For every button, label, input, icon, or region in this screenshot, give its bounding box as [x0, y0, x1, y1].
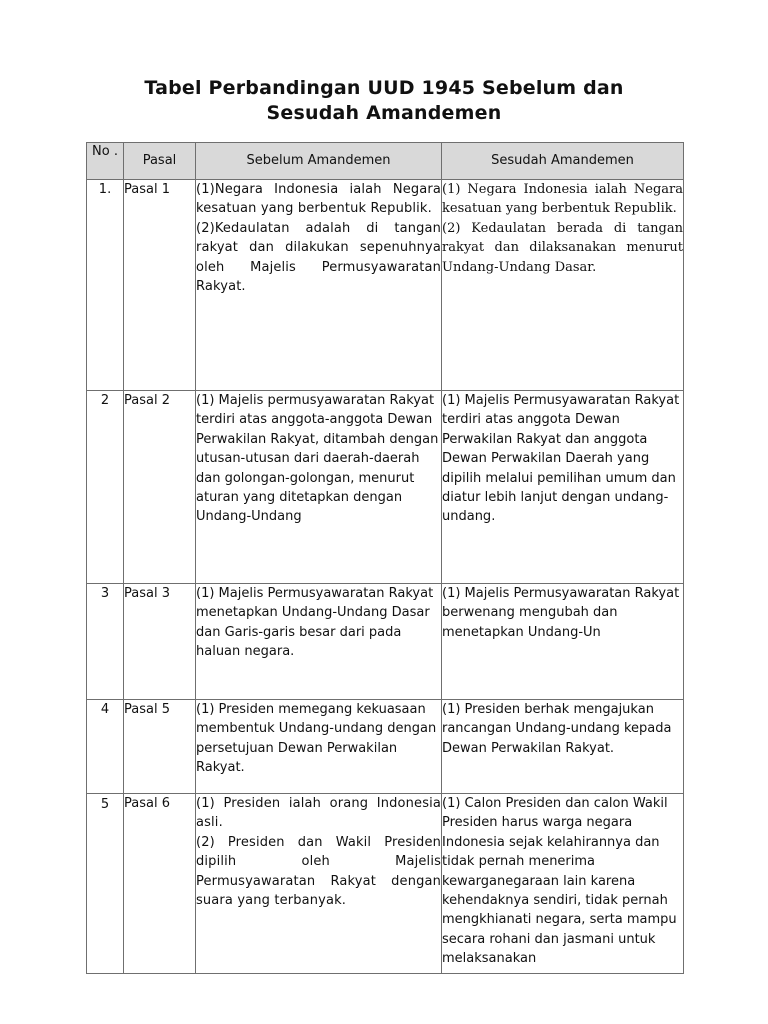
row-number: 4 — [87, 700, 124, 794]
after-paragraph: (1) Presiden berhak mengajukan rancangan Undang-undang kepada Dewan Perwakilan Rakyat. — [442, 702, 672, 756]
after-paragraph: (1) Calon Presiden dan calon Wakil Presiden harus warga negara Indonesia sejak kelahirannya dan tidak pernah menerima kewarganegaraan lain karena kehendaknya sendiri, tidak pernah mengkhianati negara, serta mampu secara rohani dan jasmani untuk melaksanakan — [442, 796, 677, 967]
table-row — [87, 180, 684, 391]
table-row — [87, 584, 684, 700]
before-cell — [196, 391, 442, 584]
before-cell — [196, 794, 442, 974]
after-cell — [442, 700, 684, 794]
after-paragraph: (1) Majelis Permusyawaratan Rakyat terdiri atas anggota Dewan Perwakilan Rakyat dan anggota Dewan Perwakilan Daerah yang dipilih melalui pemilihan umum dan diatur lebih lanjut dengan undang-undang. — [442, 393, 680, 525]
row-pasal: Pasal 2 — [124, 391, 196, 584]
before-cell — [196, 180, 442, 391]
header-after: Sesudah Amandemen — [442, 143, 684, 180]
row-number: 1. — [87, 180, 124, 391]
row-pasal: Pasal 3 — [124, 584, 196, 700]
title-line-1: Tabel Perbandingan UUD 1945 Sebelum dan — [144, 77, 624, 99]
header-pasal: Pasal — [124, 143, 196, 180]
row-pasal: Pasal 5 — [124, 700, 196, 794]
before-cell — [196, 584, 442, 700]
row-pasal: Pasal 6 — [124, 794, 196, 974]
before-paragraph: (1) Majelis permusyawaratan Rakyat terdiri atas anggota-anggota Dewan Perwakilan Rakyat, ditambah dengan utusan-utusan dari daerah-daerah dan golongan-golongan, menurut aturan yang ditetapkan dengan Undang-Undang — [196, 393, 439, 525]
table-row — [87, 391, 684, 584]
table-row — [87, 794, 684, 974]
document-title — [84, 76, 684, 126]
row-number: 3 — [87, 584, 124, 700]
before-paragraph: (1)Negara Indonesia ialah Negara kesatuan yang berbentuk Republik. — [196, 182, 441, 217]
before-cell — [196, 700, 442, 794]
after-paragraph: (1) Negara Indonesia ialah Negara kesatuan yang berbentuk Republik. — [442, 182, 683, 217]
comparison-table — [86, 142, 684, 974]
before-paragraph: (2)Kedaulatan adalah di tangan rakyat dan dilakukan sepenuhnya oleh Majelis Permusyawaratan Rakyat. — [196, 220, 441, 295]
row-pasal: Pasal 1 — [124, 180, 196, 391]
row-number: 2 — [87, 391, 124, 584]
before-paragraph: (1) Presiden ialah orang Indonesia asli. — [196, 796, 441, 831]
after-cell — [442, 391, 684, 584]
header-no: No . — [87, 143, 124, 180]
after-paragraph: (1) Majelis Permusyawaratan Rakyat berwenang mengubah dan menetapkan Undang-Un — [442, 586, 680, 640]
header-before: Sebelum Amandemen — [196, 143, 442, 180]
after-cell — [442, 180, 684, 391]
after-cell — [442, 794, 684, 974]
row-number: 5 — [87, 794, 124, 974]
before-paragraph: (2) Presiden dan Wakil Presiden dipilih oleh Majelis Permusyawaratan Rakyat dengan suara yang terbanyak. — [196, 834, 441, 909]
table-row — [87, 700, 684, 794]
before-paragraph: (1) Presiden memegang kekuasaan membentuk Undang-undang dengan persetujuan Dewan Perwakilan Rakyat. — [196, 702, 437, 776]
table-header-row — [87, 143, 684, 180]
after-paragraph: (2) Kedaulatan berada di tangan rakyat dan dilaksanakan menurut Undang-Undang Dasar. — [442, 220, 683, 275]
after-cell — [442, 584, 684, 700]
title-line-2: Sesudah Amandemen — [266, 102, 502, 124]
before-paragraph: (1) Majelis Permusyawaratan Rakyat menetapkan Undang-Undang Dasar dan Garis-garis besar dari pada haluan negara. — [196, 586, 434, 660]
